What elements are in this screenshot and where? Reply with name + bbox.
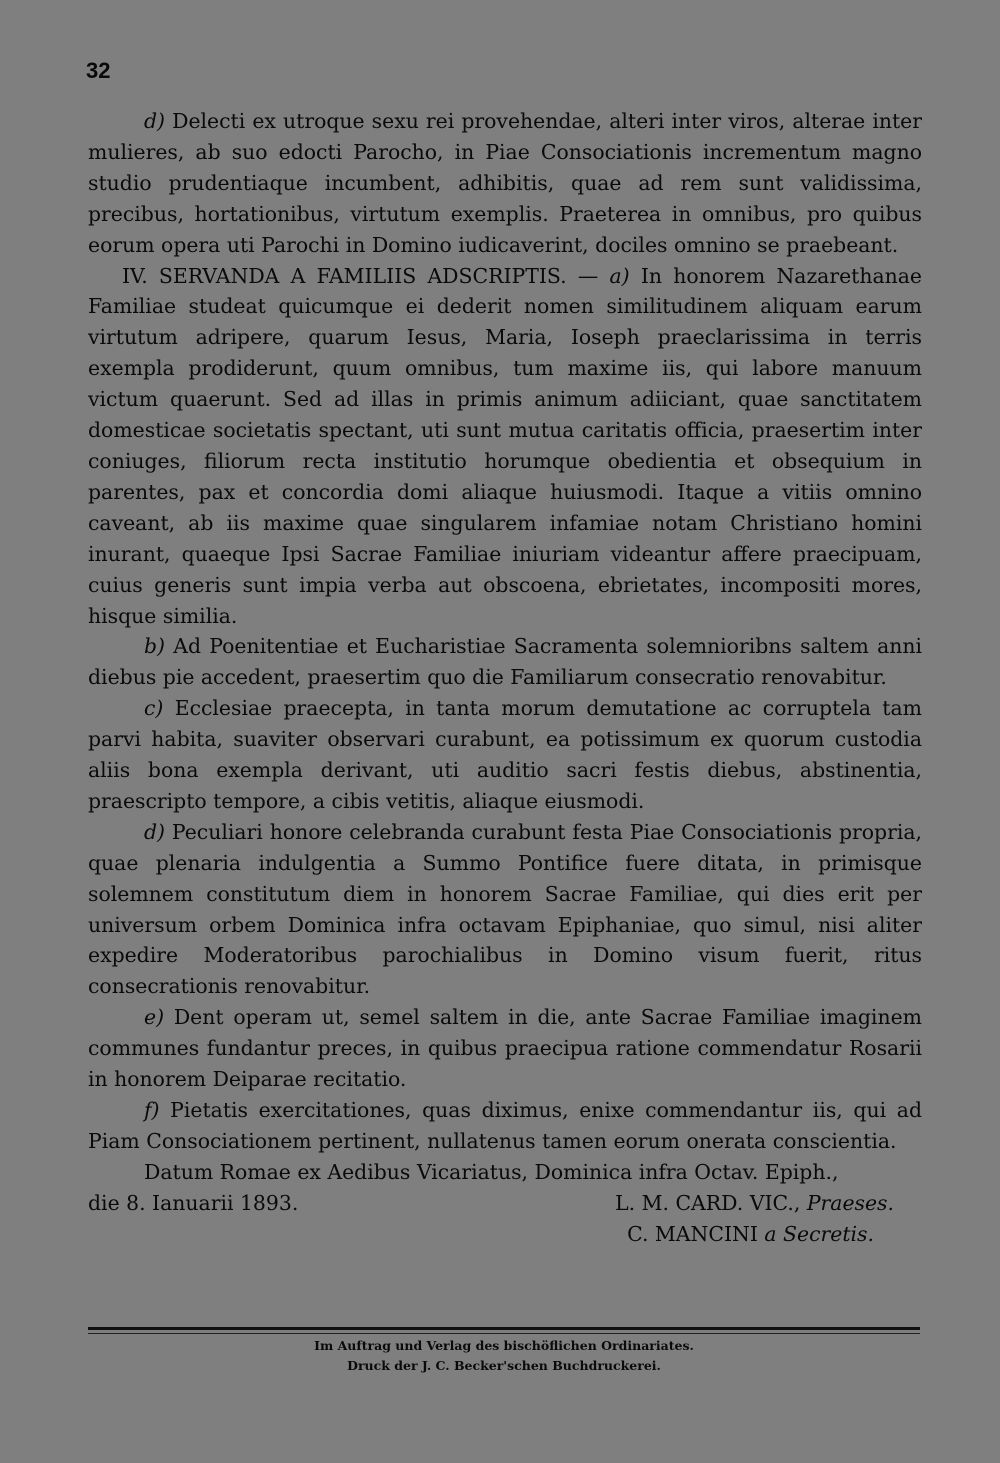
paragraph-b xyxy=(88,631,922,693)
date-signature-row xyxy=(88,1188,922,1219)
paragraph-c xyxy=(88,693,922,817)
paragraph-text: Dent operam ut, semel saltem in die, ante Sacrae Familiae imaginem communes fundantur preces, in quibus praecipua ratione commendatur Rosarii in honorem Deiparae recitatio. xyxy=(88,1005,922,1092)
paragraph-label: a) xyxy=(609,263,630,288)
signatory-title: Praeses. xyxy=(806,1190,894,1215)
datum-line: Datum Romae ex Aedibus Vicariatus, Dominica infra Octav. Epiph., xyxy=(144,1159,839,1184)
paragraph-e xyxy=(88,1002,922,1095)
footer-rule-thin xyxy=(88,1333,920,1334)
paragraph-text: Delecti ex utroque sexu rei provehendae, alteri inter viros, alterae inter mulieres, ab suo edocti Parocho, in Piae Consociationis incrementum magno studio prudentiaque incumbent, adhibitis, quae ad rem sunt validissima, precibus, hortationibus, virtutum exemplis. Praeterea in omnibus, pro quibus eorum opera uti Parochi in Domino iudicaverint, dociles omnino se praebeant. xyxy=(88,109,922,257)
paragraph-text: Pietatis exercitationes, quas diximus, enixe commendantur iis, qui ad Piam Consociationem pertinent, nullatenus tamen eorum onerata conscientia. xyxy=(88,1098,922,1153)
paragraph-f xyxy=(88,1095,922,1157)
paragraph-text: Ecclesiae praecepta, in tanta morum demutatione ac corruptela tam parvi habita, suaviter observari curabunt, ea potissimum ex quorum custodia aliis bona exempla derivant, uti auditio sacri festis diebus, abstinentia, praescripto tempore, a cibis vetitis, aliaque eiusmodi. xyxy=(88,696,922,813)
signatory-name: C. MANCINI xyxy=(627,1221,758,1246)
imprint-publisher: Im Auftrag und Verlag des bischöflichen Ordinariates. xyxy=(314,1338,694,1353)
paragraph-label: d) xyxy=(144,819,166,844)
paragraph-text: Peculiari honore celebranda curabunt festa Piae Consociationis propria, quae plenaria indulgentia a Summo Pontifice fuere ditata, in primisque solemnem constitutum diem in honorem Sacrae Familiae, qui dies erit per universum orbem Dominica infra octavam Epiphaniae, quo simul, nisi aliter expedire Moderatoribus parochialibus in Domino visum fuerit, ritus consecrationis renovabitur. xyxy=(88,819,922,999)
paragraph-label: b) xyxy=(144,634,166,659)
signature-secretary xyxy=(88,1219,922,1250)
page-number: 32 xyxy=(86,58,111,83)
imprint-printer: Druck der J. C. Becker'schen Buchdruckerei. xyxy=(347,1358,661,1373)
paragraph-text: Ad Poenitentiae et Eucharistiae Sacramenta solemnioribns saltem anni diebus pie accedent, praesertim quo die Familiarum consecratio renovabitur. xyxy=(88,634,923,690)
paragraph-label: c) xyxy=(144,696,164,721)
paragraph-label: f) xyxy=(144,1098,160,1122)
paragraph-d-delecti xyxy=(88,106,922,261)
signatory-name: L. M. CARD. VIC., xyxy=(615,1190,801,1215)
printer-imprint xyxy=(88,1336,920,1376)
signature-praeses xyxy=(615,1188,922,1219)
paragraph-text: In honorem Nazarethanae Familiae studeat quicumque ei dederit nomen similitudinem aliquam earum virtutum adripere, quarum Iesus, Maria, Ioseph praeclarissima in terris exempla prodiderunt, quum omnibus, tum maxime iis, qui labore manuum victum quaerunt. Sed ad illas in primis animum adiiciant, quae sanctitatem domesticae societatis spectant, uti sunt mutua caritatis officia, praesertim inter coniuges, filiorum recta institutio horumque obedientia et obsequium in parentes, pax et concordia domi aliaque huiusmodi. Itaque a vitiis omnino caveant, ab iis maxime quae singularem infamiae notam Christiano homini inurant, quaeque Ipsi Sacrae Familiae iniuriam videantur affere praecipuam, cuius generis sunt impia verba aut obscoena, ebrietates, incompositi mores, hisque similia. xyxy=(88,263,922,628)
body-text xyxy=(88,106,922,1250)
section-iv-paragraph xyxy=(88,261,922,632)
paragraph-label: d) xyxy=(144,109,166,133)
issue-date: die 8. Ianuarii 1893. xyxy=(88,1190,299,1215)
signatory-title: a Secretis. xyxy=(764,1221,874,1246)
paragraph-label: e) xyxy=(144,1005,165,1030)
paragraph-d xyxy=(88,817,922,1002)
section-heading: IV. SERVANDA A FAMILIIS ADSCRIPTIS. — xyxy=(122,263,599,288)
footer-rule xyxy=(88,1327,920,1330)
